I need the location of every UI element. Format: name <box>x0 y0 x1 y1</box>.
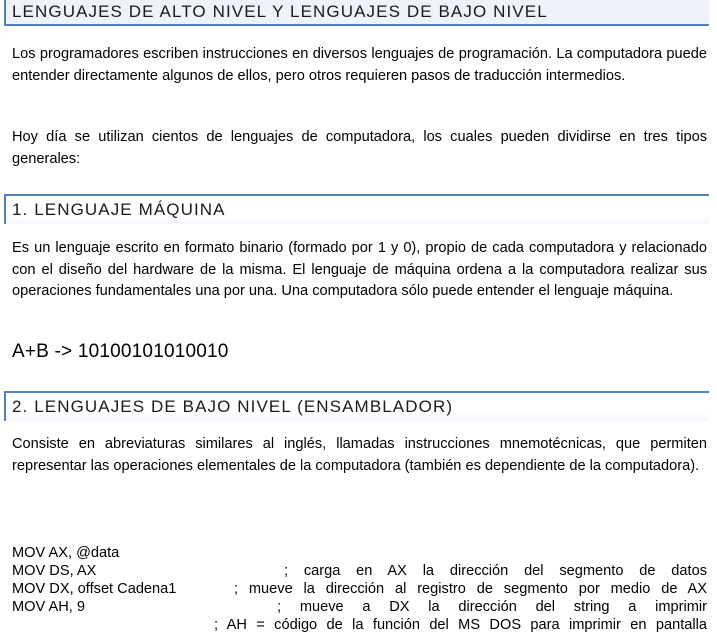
code-instruction: MOV DX, offset Cadena1 <box>12 581 177 597</box>
code-instruction: MOV AH, 9 <box>12 599 85 615</box>
code-comment: ; AH = código de la función del MS DOS para imprimir en pantalla <box>214 617 707 633</box>
code-line <box>12 580 707 634</box>
code-comment: ; mueve la dirección al registro de segmento por medio de AX <box>234 581 707 597</box>
code-comment: ; carga en AX la dirección del segmento de datos <box>284 563 707 579</box>
machine-language-title: 1. LENGUAJE MÁQUINA <box>12 200 226 219</box>
assembler-heading <box>4 391 709 421</box>
machine-language-heading <box>4 194 709 224</box>
main-section-heading <box>4 0 709 26</box>
code-comment: ; mueve a DX la dirección del string a imprimir <box>277 599 707 615</box>
machine-code-example: A+B -> 10100101010010 <box>12 341 229 362</box>
assembler-paragraph: Consiste en abreviaturas similares al inglés, llamadas instrucciones mnemotécnicas, que permiten representar las operaciones elementales de la computadora (también es dependiente de la computadora). <box>12 436 707 474</box>
intro-paragraph-2: Hoy día se utilizan cientos de lenguajes de computadora, los cuales pueden dividirse en tres tipos generales: <box>12 129 707 167</box>
main-section-title: LENGUAJES DE ALTO NIVEL Y LENGUAJES DE BAJO NIVEL <box>12 2 548 21</box>
intro-paragraph-1: Los programadores escriben instrucciones en diversos lenguajes de programación. La computadora puede entender directamente algunos de ellos, pero otros requieren pasos de traducción intermedios. <box>12 46 707 84</box>
code-instruction: MOV DS, AX <box>12 563 97 579</box>
assembler-title: 2. LENGUAJES DE BAJO NIVEL (ENSAMBLADOR) <box>12 397 454 416</box>
code-instruction: MOV AX, @data <box>12 545 120 561</box>
machine-language-paragraph: Es un lenguaje escrito en formato binario (formado por 1 y 0), propio de cada computadora y relacionado con el diseño del hardware de la misma. El lenguaje de máquina ordena a la computadora realizar sus operaciones fundamentales una por una. Una computadora sólo puede entender el lenguaje máquina. <box>12 240 707 299</box>
